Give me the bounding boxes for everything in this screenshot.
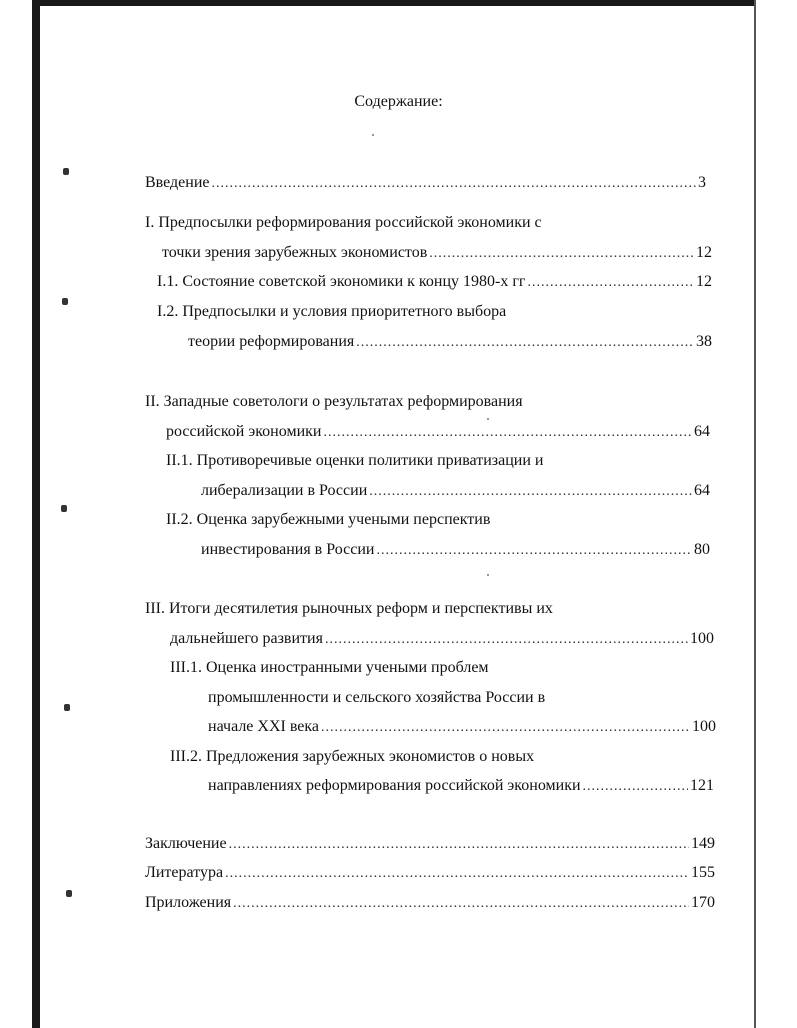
toc-leader-dots [225,863,689,885]
binding-hole-mark [66,890,72,897]
toc-entry [166,450,543,472]
toc-entry [170,746,534,768]
scan-right-edge [754,0,756,1028]
toc-entry [145,862,715,885]
toc-page-number: 64 [694,482,710,499]
toc-entry-title: Введение [145,174,210,191]
scan-speck [487,418,489,420]
scan-top-edge [32,0,754,6]
page-title: Содержание: [354,93,443,110]
toc-entry [166,421,710,444]
toc-entry [157,271,712,294]
toc-entry-title: I.1. Состояние советской экономики к концу 1980-х гг [157,273,526,290]
toc-leader-dots [429,243,694,265]
toc-entry [145,892,715,915]
toc-entry-title: российской экономики [166,423,322,440]
toc-entry-title: дальнейшего развития [170,630,323,647]
toc-page-number: 149 [691,835,715,852]
binding-hole-mark [63,168,69,175]
toc-page-number: 12 [696,273,712,290]
toc-entry [170,657,489,679]
toc-leader-dots [321,717,690,739]
toc-page-number: 38 [696,333,712,350]
toc-leader-dots [376,540,692,562]
toc-entry-title: Заключение [145,835,227,852]
toc-entry-title: Приложения [145,894,232,911]
toc-entry-title: точки зрения зарубежных экономистов [162,244,428,261]
toc-entry-title: III. Итоги десятилетия рыночных реформ и перспективы их [145,600,553,617]
toc-entry-title: III.2. Предложения зарубежных экономистов о новых [170,748,535,765]
toc-entry [188,331,712,354]
toc-entry [208,775,714,798]
toc-entry-title: либерализации в России [201,482,368,499]
toc-entry [145,212,542,234]
toc-entry-title: I.2. Предпосылки и условия приоритетного выбора [157,303,507,320]
toc-entry-title: Литература [145,864,224,881]
toc-entry-title: II.2. Оценка зарубежными учеными перспектив [166,511,491,528]
scan-left-edge [32,0,40,1028]
toc-page-number: 170 [691,894,715,911]
toc-entry-title: инвестирования в России [201,541,375,558]
toc-entry-title: II.1. Противоречивые оценки политики приватизации и [166,452,544,469]
toc-entry [157,301,506,323]
toc-leader-dots [323,422,692,444]
toc-leader-dots [369,481,692,503]
toc-entry [201,480,710,503]
toc-entry [145,598,553,620]
toc-entry [208,687,545,709]
toc-page-number: 155 [691,864,715,881]
toc-entry [145,391,523,413]
toc-entry [145,833,715,856]
toc-entry [170,628,714,651]
toc-entry-title: I. Предпосылки реформирования российской экономики с [145,214,542,231]
toc-leader-dots [229,834,689,856]
binding-hole-mark [64,704,70,711]
toc-entry [166,509,490,531]
toc-entry-title: II. Западные советологи о результатах реформирования [145,393,523,410]
toc-leader-dots [233,893,689,915]
scan-speck [487,574,489,576]
toc-leader-dots [325,629,688,651]
toc-entry [208,716,716,739]
toc-page-number: 100 [690,630,714,647]
toc-entry [162,242,712,265]
toc-page-number: 12 [696,244,712,261]
toc-leader-dots [583,776,688,798]
scan-speck [372,134,374,136]
toc-entry-title: III.1. Оценка иностранными учеными проблем [170,659,489,676]
toc-page-number: 64 [694,423,710,440]
toc-page-number: 3 [698,174,706,191]
toc-leader-dots [212,173,697,195]
toc-entry [145,172,706,195]
toc-leader-dots [356,332,694,354]
toc-entry [201,539,710,562]
binding-hole-mark [62,298,68,305]
toc-page-number: 121 [690,777,714,794]
toc-entry-title: теории реформирования [188,333,355,350]
toc-entry-title: направлениях реформирования российской экономики [208,777,581,794]
toc-page-number: 100 [692,718,716,735]
toc-entry-title: начале XXI века [208,718,320,735]
toc-entry-title: промышленности и сельского хозяйства России в [208,689,546,706]
toc-leader-dots [527,272,694,294]
toc-page-number: 80 [694,541,710,558]
binding-hole-mark [61,505,67,512]
